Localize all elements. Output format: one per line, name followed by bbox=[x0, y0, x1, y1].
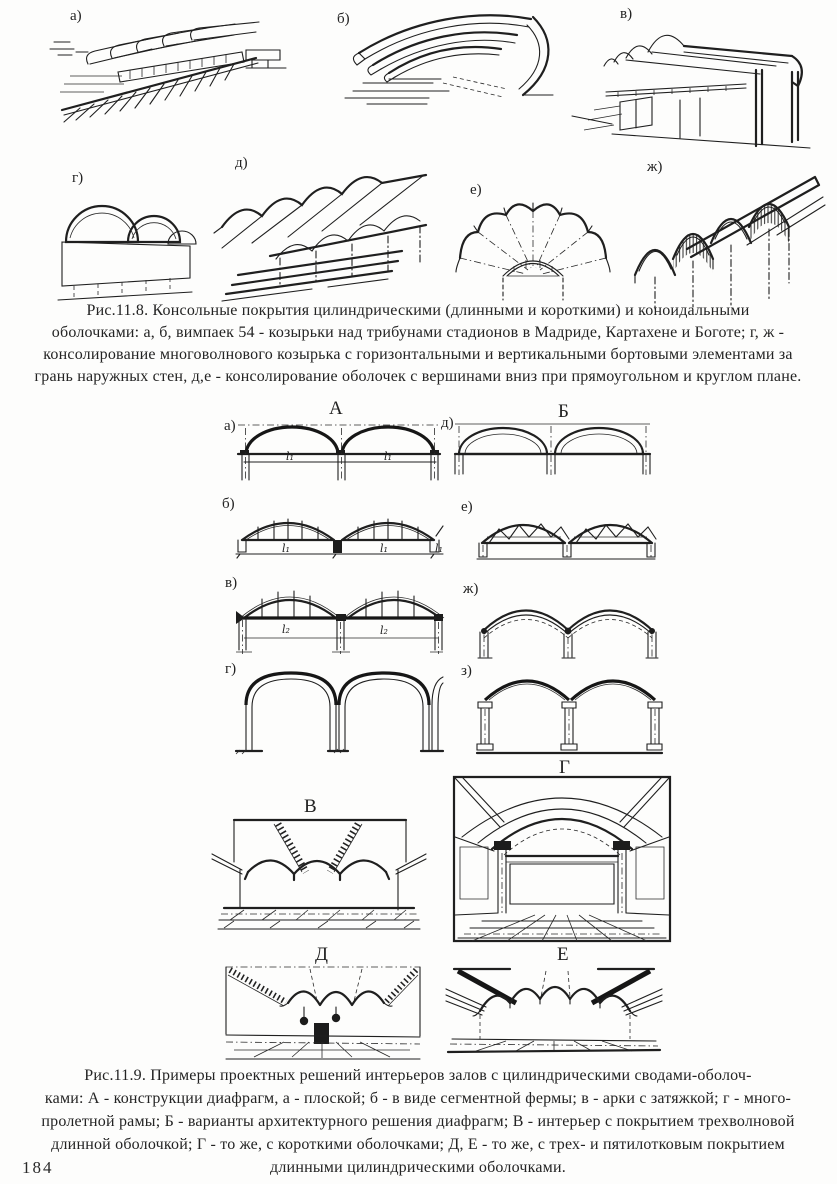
fig119-row-label-d: д) bbox=[441, 415, 454, 431]
fig119-diagram-v-arch-with-tie bbox=[236, 580, 443, 658]
fig119-diagram-a-flat-diaphragm bbox=[238, 422, 440, 482]
fig119-interior-label-e: Е bbox=[557, 944, 569, 965]
fig119-interior-label-g: Г bbox=[559, 757, 570, 778]
fig119-row-label-z: з) bbox=[461, 663, 472, 679]
fig119-row-label-zh: ж) bbox=[463, 581, 479, 597]
fig118-label-b: б) bbox=[337, 11, 350, 27]
fig118-label-v: в) bbox=[620, 6, 633, 22]
fig118-drawing-g-multiwave-building bbox=[50, 178, 202, 303]
svg-text:l₁: l₁ bbox=[380, 542, 388, 555]
fig118-drawing-e-radial-canopy bbox=[448, 188, 618, 303]
fig118-label-d: д) bbox=[235, 155, 248, 171]
fig118-drawing-d-multiwave-canopy bbox=[210, 163, 440, 303]
fig119-row-label-g: г) bbox=[225, 661, 237, 677]
fig119-diagram-b-segment-truss bbox=[236, 500, 443, 562]
svg-text:l₁: l₁ bbox=[286, 450, 294, 463]
fig119-interior-d-three-tray-ceiling bbox=[214, 961, 432, 1061]
fig119-diagram-g-multispan-frame bbox=[236, 660, 443, 756]
fig119-interior-label-v: В bbox=[304, 796, 317, 817]
caption-line: ками: А - конструкции диафрагм, а - плоской; б - в виде сегментной фермы; в - арки с затяжкой; г - много- bbox=[44, 1090, 792, 1107]
fig119-diagram-e-lattice-arch bbox=[477, 503, 655, 565]
fig118-label-e: е) bbox=[470, 182, 482, 198]
fig119-column-header-b: Б bbox=[558, 401, 569, 422]
svg-text:l₂: l₂ bbox=[282, 623, 290, 636]
caption-line: пролетной рамы; Б - варианты архитектурного решения диафрагм; В - интерьер с покрытием трехволновой bbox=[41, 1113, 795, 1130]
svg-text:l₁: l₁ bbox=[282, 542, 290, 555]
caption-line: консолирование многоволнового козырька с горизонтальными и вертикальными бортовыми элементами за bbox=[43, 346, 793, 363]
caption-line: оболочками: а, б, вимпаек 54 - козырьки над трибунами стадионов в Мадриде, Картахене и Боготе; г, ж - bbox=[51, 324, 785, 341]
fig118-caption bbox=[6, 300, 830, 388]
fig119-diagram-zh-smooth-arches bbox=[478, 585, 658, 663]
fig119-row-label-v: в) bbox=[225, 575, 238, 591]
caption-line: Рис.11.8. Консольные покрытия цилиндрическими (длинными и короткими) и коноидальными bbox=[86, 302, 750, 319]
fig119-interior-e-five-tray-ceiling bbox=[446, 961, 662, 1054]
fig119-diagram-z-arches-on-columns bbox=[477, 662, 662, 755]
fig119-diagram-d-arch-variant bbox=[455, 420, 650, 476]
svg-text:l₁: l₁ bbox=[384, 450, 392, 463]
page-number: 184 bbox=[22, 1158, 54, 1177]
fig119-row-label-b: б) bbox=[222, 496, 235, 512]
fig119-interior-v-three-wave-shell bbox=[210, 816, 428, 932]
fig118-label-g: г) bbox=[72, 170, 84, 186]
fig118-label-zh: ж) bbox=[647, 159, 663, 175]
fig119-row-label-e: е) bbox=[461, 499, 473, 515]
caption-line: Рис.11.9. Примеры проектных решений интерьеров залов с цилиндрическими сводами-оболоч- bbox=[84, 1067, 752, 1084]
fig119-caption bbox=[6, 1064, 830, 1179]
fig118-drawing-b-stadium-cartagena bbox=[293, 5, 560, 115]
fig118-drawing-v-stadium-bogota bbox=[560, 8, 818, 153]
fig118-label-a: а) bbox=[70, 8, 82, 24]
fig118-drawing-a-stadium-madrid bbox=[46, 12, 308, 130]
caption-line: грань наружных стен, д,е - консолирование оболочек с вершинами вниз при прямоугольном и круглом плане. bbox=[34, 368, 802, 385]
fig119-column-header-a: А bbox=[329, 398, 343, 419]
fig119-interior-g-short-shell-vault bbox=[452, 775, 672, 943]
fig118-drawing-zh-cantilever-shells bbox=[627, 163, 827, 311]
svg-text:l₁: l₁ bbox=[435, 542, 443, 555]
caption-line: длинной оболочкой; Г - то же, с короткими оболочками; Д, Е - то же, с трех- и пятилотковым покрытием bbox=[51, 1136, 785, 1153]
caption-line: длинными цилиндрическими оболочками. bbox=[270, 1159, 566, 1176]
fig119-interior-label-d: Д bbox=[315, 944, 328, 965]
svg-text:l₂: l₂ bbox=[380, 624, 388, 637]
fig119-row-label-a: а) bbox=[224, 418, 236, 434]
